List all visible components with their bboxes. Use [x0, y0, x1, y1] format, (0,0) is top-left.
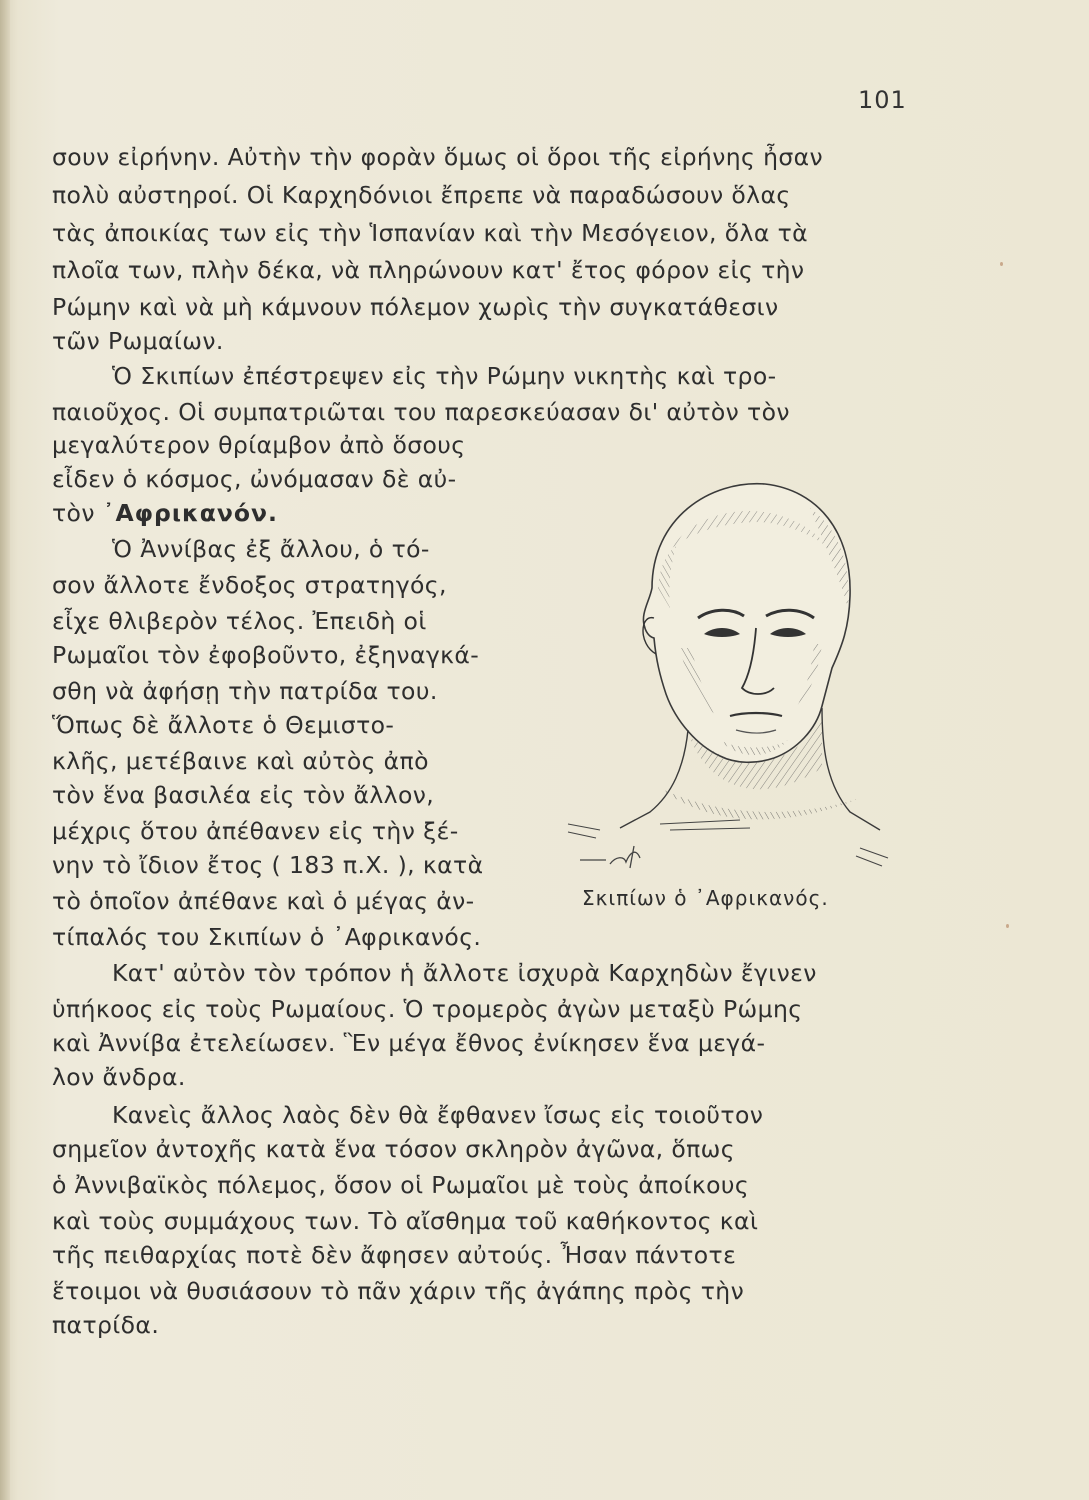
text-line: σουν εἰρήνην. Αὐτὴν τὴν φορὰν ὅμως οἱ ὅροι τῆς εἰρήνης ἦσαν	[52, 143, 824, 171]
paper-speck	[1000, 262, 1003, 266]
text-line: πλοῖα των, πλὴν δέκα, νὰ πληρώνουν κατ' ἔτος φόρον εἰς τὴν	[52, 256, 805, 284]
text-line: ἕτοιμοι νὰ θυσιάσουν τὸ πᾶν χάριν τῆς ἀγάπης πρὸς τὴν	[52, 1277, 745, 1305]
text-line: λον ἄνδρα.	[52, 1063, 186, 1091]
text-line: Ὅπως δὲ ἄλλοτε ὁ Θεμιστο-	[52, 711, 395, 739]
text-line: ὑπήκοος εἰς τοὺς Ρωμαίους. Ὁ τρομερὸς ἀγὼν μεταξὺ Ρώμης	[52, 995, 803, 1023]
paper-speck	[1006, 924, 1009, 928]
text-line: παιοῦχος. Οἱ συμπατριῶται του παρεσκεύασαν δι' αὐτὸν τὸν	[52, 398, 790, 426]
text-line: πατρίδα.	[52, 1311, 160, 1339]
text-span: τὸν	[52, 499, 103, 527]
text-line	[52, 498, 278, 528]
text-line: Ρωμαῖοι τὸν ἐφοβοῦντο, ἐξηναγκά-	[52, 641, 480, 669]
page-spine	[0, 0, 10, 1500]
text-line: ὁ Ἀννιβαϊκὸς πόλεμος, ὅσον οἱ Ρωμαῖοι μὲ τοὺς ἀποίκους	[52, 1171, 750, 1199]
text-line: σημεῖον ἀντοχῆς κατὰ ἕνα τόσον σκληρὸν ἀγῶνα, ὅπως	[52, 1135, 735, 1163]
text-line: τίπαλός του Σκιπίων ὁ ᾿Αφρικανός.	[52, 923, 482, 951]
page-number: 101	[858, 86, 907, 114]
text-line: τὸ ὁποῖον ἀπέθανε καὶ ὁ μέγας ἀν-	[52, 887, 475, 915]
text-line: σον ἄλλοτε ἔνδοξος στρατηγός,	[52, 571, 447, 599]
text-line: σθη νὰ ἀφήσῃ τὴν πατρίδα του.	[52, 677, 438, 705]
text-line: τὸν ἕνα βασιλέα εἰς τὸν ἄλλον,	[52, 781, 435, 809]
text-line: τῆς πειθαρχίας ποτὲ δὲν ἄφησεν αὐτούς. Ἦσαν πάντοτε	[52, 1241, 737, 1269]
text-line: Ὁ Σκιπίων ἐπέστρεψεν εἰς τὴν Ρώμην νικητὴς καὶ τρο-	[112, 362, 777, 390]
text-line: εἶχε θλιβερὸν τέλος. Ἐπειδὴ οἱ	[52, 607, 427, 635]
text-line: τῶν Ρωμαίων.	[52, 327, 224, 355]
text-line: καὶ τοὺς συμμάχους των. Τὸ αἴσθημα τοῦ καθήκοντος καὶ	[52, 1207, 759, 1235]
text-line: Κανεὶς ἄλλος λαὸς δὲν θὰ ἔφθανεν ἴσως εἰς τοιοῦτον	[112, 1101, 764, 1129]
text-line: πολὺ αὐστηροί. Οἱ Καρχηδόνιοι ἔπρεπε νὰ παραδώσουν ὅλας	[52, 181, 791, 209]
scipio-portrait-illustration	[560, 468, 900, 888]
illustration-caption: Σκιπίων ὁ ᾿Αφρικανός.	[582, 886, 829, 910]
text-line: μεγαλύτερον θρίαμβον ἀπὸ ὅσους	[52, 431, 466, 459]
text-line: καὶ Ἀννίβα ἐτελείωσεν. Ἓν μέγα ἔθνος ἐνίκησεν ἕνα μεγά-	[52, 1029, 766, 1057]
bold-title: ᾿Αφρικανόν.	[102, 499, 278, 527]
text-line: νην τὸ ἴδιον ἔτος ( 183 π.Χ. ), κατὰ	[52, 851, 484, 879]
text-line: κλῆς, μετέβαινε καὶ αὐτὸς ἀπὸ	[52, 747, 429, 775]
text-line: μέχρις ὅτου ἀπέθανεν εἰς τὴν ξέ-	[52, 817, 459, 845]
text-line: Κατ' αὐτὸν τὸν τρόπον ἡ ἄλλοτε ἰσχυρὰ Καρχηδὼν ἔγινεν	[112, 959, 817, 987]
text-line: τὰς ἀποικίας των εἰς τὴν Ἱσπανίαν καὶ τὴν Μεσόγειον, ὅλα τὰ	[52, 219, 809, 247]
text-line: εἶδεν ὁ κόσμος, ὠνόμασαν δὲ αὐ-	[52, 465, 457, 493]
text-line: Ὁ Ἀννίβας ἐξ ἄλλου, ὁ τό-	[112, 535, 430, 563]
text-line: Ρώμην καὶ νὰ μὴ κάμνουν πόλεμον χωρὶς τὴν συγκατάθεσιν	[52, 293, 779, 321]
